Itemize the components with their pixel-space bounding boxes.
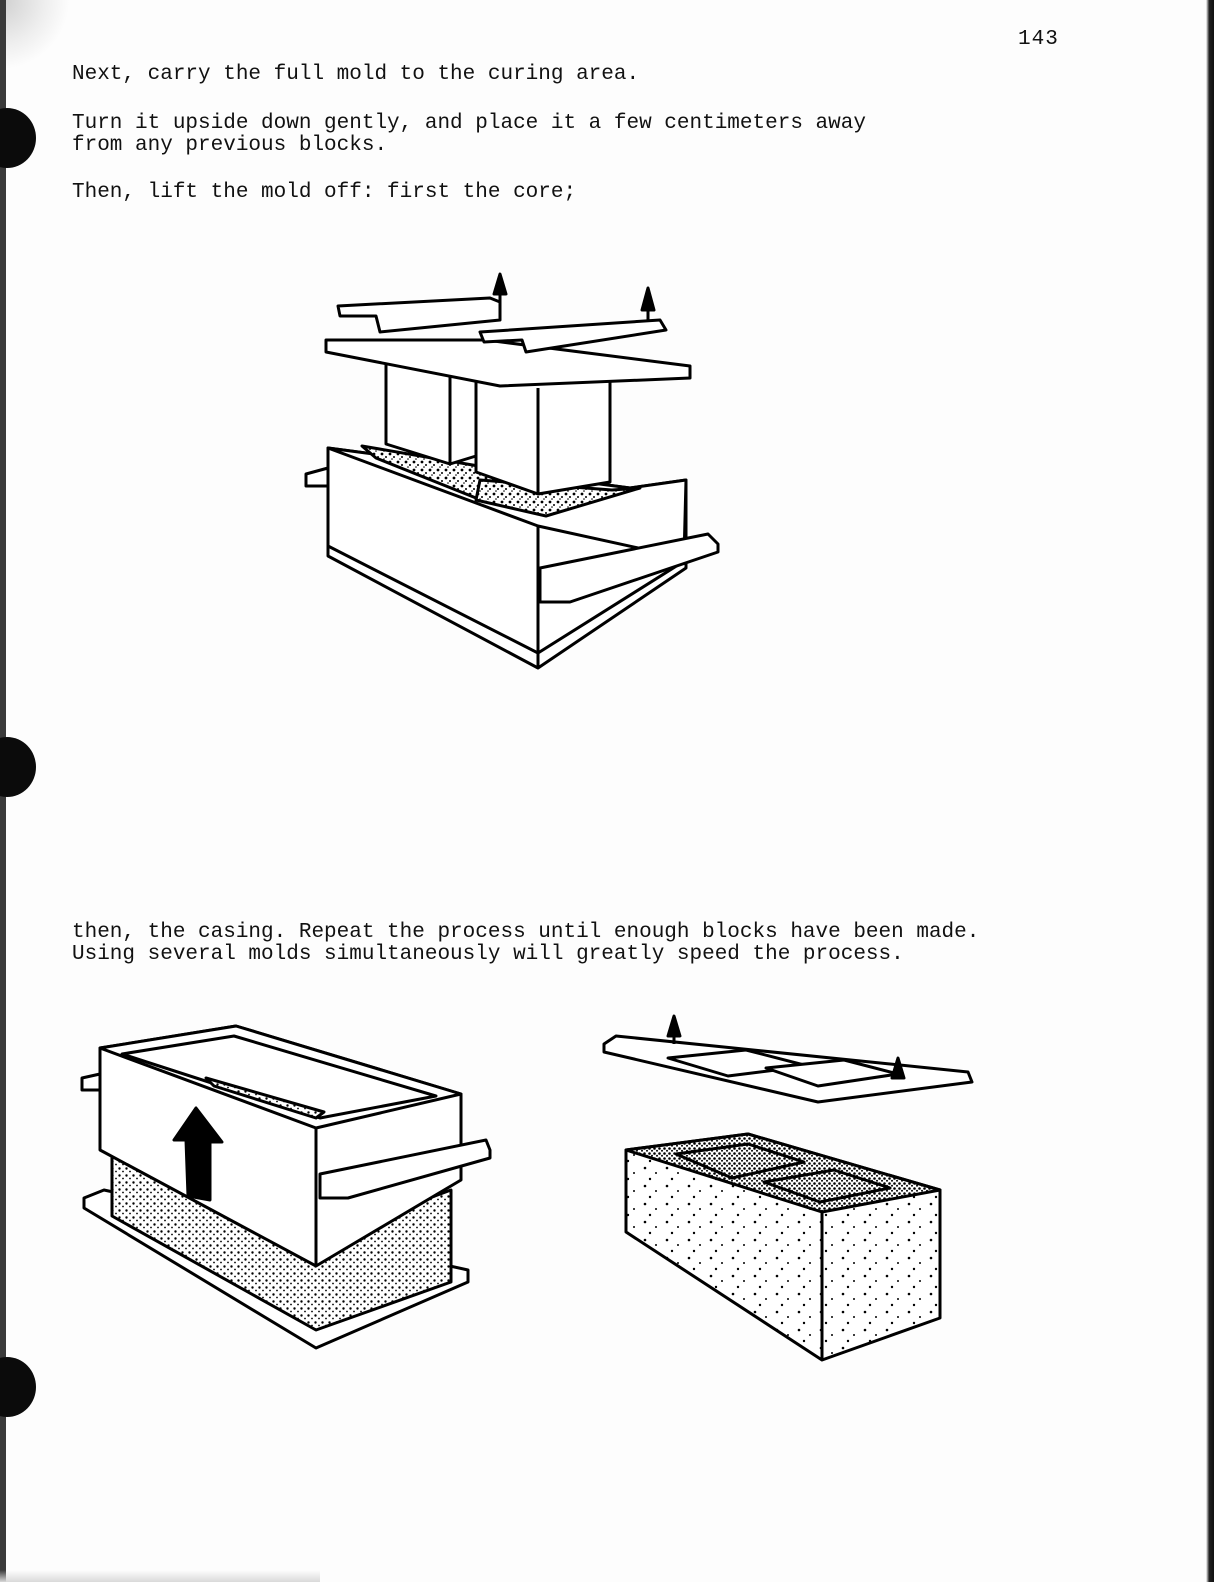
page-number: 143 [1018, 28, 1059, 51]
concrete-block-drawing [598, 1002, 983, 1370]
mold-core-lift-drawing [300, 268, 730, 688]
binder-hole [0, 1357, 36, 1417]
paragraph-carry-mold: Next, carry the full mold to the curing area. [72, 63, 640, 86]
binder-hole [0, 737, 36, 797]
scan-bottom-smudge [0, 1570, 320, 1582]
mold-casing-lift-drawing [76, 1020, 506, 1365]
paragraph-turn-mold [72, 113, 866, 157]
right-page-edge [1206, 0, 1214, 1582]
scan-corner-smudge [0, 0, 70, 70]
paragraph-lift-casing: then, the casing. Repeat the process until enough blocks have been made. Using several molds simultaneously will greatly speed the process. [72, 921, 980, 966]
paragraph-line: Turn it upside down gently, and place it a few centimeters away [72, 112, 866, 135]
paragraph-lift-core: Then, lift the mold off: first the core; [72, 181, 577, 204]
paragraph-line: from any previous blocks. [72, 134, 388, 157]
binder-hole [0, 108, 36, 168]
